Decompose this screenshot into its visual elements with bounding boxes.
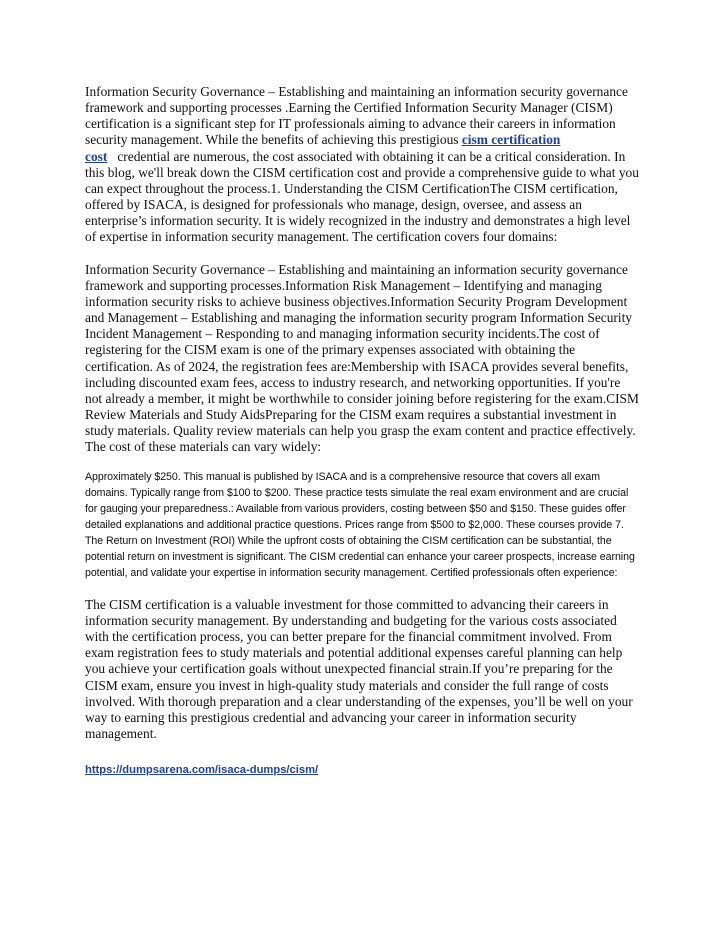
paragraph-intro <box>85 84 640 246</box>
paragraph-intro-text-end: credential are numerous, the cost associated with obtaining it can be a critical consideration. In this blog, we'll break down the CISM certification cost and provide a comprehensive guide to what you can expect throughout the process.1. Understanding the CISM CertificationThe CISM certification, offered by ISACA, is designed for professionals who manage, design, oversee, and assess an enterprise’s information security. It is widely recognized in the industry and demonstrates a high level of expertise in information security management. The certification covers four domains: <box>85 148 639 245</box>
document-page <box>85 84 640 778</box>
paragraph-domains-and-fees: Information Security Governance – Establishing and maintaining an information security governance framework and supporting processes.Information Risk Management – Identifying and managing information security risks to achieve business objectives.Information Security Program Development and Management – Establishing and managing the information security program Information Security Incident Management – Responding to and managing information security incidents.The cost of registering for the CISM exam is one of the primary expenses associated with obtaining the certification. As of 2024, the registration fees are:Membership with ISACA provides several benefits, including discounted exam fees, access to industry research, and networking opportunities. If you're not already a member, it might be worthwhile to consider joining before registering for the exam.CISM Review Materials and Study AidsPreparing for the CISM exam requires a substantial investment in study materials. Quality review materials can help you grasp the exam content and practice effectively. The cost of these materials can vary widely: <box>85 261 639 455</box>
paragraph-conclusion: The CISM certification is a valuable investment for those committed to advancing their careers in information security management. By understanding and budgeting for the various costs associated with the certification process, you can better prepare for the financial commitment involved. From exam registration fees to study materials and potential additional expenses careful planning can help you achieve your certification goals without unexpected financial strain.If you’re preparing for the CISM exam, ensure you invest in high-quality study materials and consider the full range of costs involved. With thorough preparation and a clear understanding of the expenses, you’ll be well on your way to earning this prestigious credential and advancing your career in information security management. <box>85 596 633 742</box>
paragraph-study-materials-costs: Approximately $250. This manual is published by ISACA and is a comprehensive resource that covers all exam domains. Typically range from $100 to $200. These practice tests simulate the real exam environment and are crucial for gauging your preparedness.: Available from various providers, costing between $50 and $150. These guides offer detailed explanations and additional practice questions. Prices range from $500 to $2,000. These courses provide 7. The Return on Investment (ROI) While the upfront costs of obtaining the CISM certification can be substantial, the potential return on investment is significant. The CISM credential can enhance your career prospects, increase earning potential, and validate your expertise in information security management. Certified professionals often experience: <box>85 471 635 579</box>
dumpsarena-cism-link[interactable]: https://dumpsarena.com/isaca-dumps/cism/ <box>85 764 319 777</box>
paragraph-intro-text-start: Information Security Governance – Establishing and maintaining an information security governance framework and supporting processes .Earning the Certified Information Security Manager (CISM) certification is a significant step for IT professionals aiming to advance their careers in information security management. While the benefits of achieving this prestigious <box>85 84 628 148</box>
cism-certification-cost-link[interactable]: cism certification cost <box>85 132 561 164</box>
